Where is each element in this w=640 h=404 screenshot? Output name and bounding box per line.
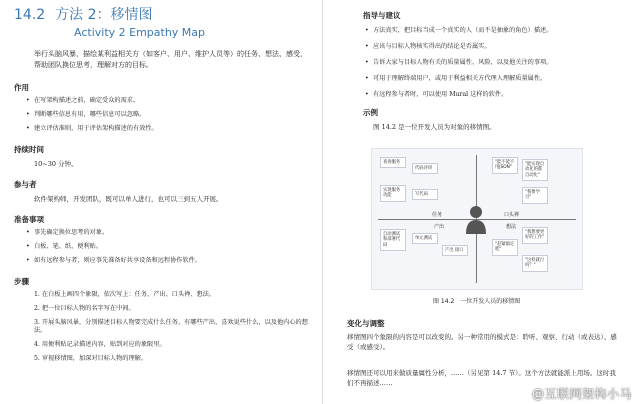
changes-heading: 变化与调整 [347, 319, 385, 328]
figure-caption: 图 14.2 一位开发人员的移情图 [433, 298, 521, 305]
sticky-note: 代码评审 [412, 163, 438, 174]
section-title-row [14, 4, 308, 24]
section-title: 方法 2：移情图 [55, 7, 153, 23]
list-item: • 白板、笔、纸、便利贴。 [34, 243, 308, 251]
sticky-note: 实现服务功能 [380, 185, 406, 202]
developer-person-icon [464, 204, 488, 234]
list-item: • 判断哪些信息有用，哪些信息可以忽略。 [34, 111, 308, 119]
list-item: 5. 审视移情图，加深对目标人物的理解。 [34, 355, 148, 362]
quadrant-task-label: 任务 [432, 212, 443, 218]
quadrant-thoughts-label: 想法 [506, 224, 517, 230]
sticky-note: 写代码 [412, 189, 438, 200]
list-item: • 如有远程参与者，则应事先准备好共享设备和远程协作软件。 [34, 257, 308, 265]
sticky-note: "能不能不用JSON" [492, 157, 518, 174]
list-item: • 可用于理解终端用户，或用于利益相关方代理人理解质量属性。 [373, 75, 630, 83]
guidance-list [347, 27, 630, 99]
sticky-note: "能实现自动化的都自动化" [522, 159, 548, 181]
prep-list [14, 229, 308, 265]
participants-heading: 参与者 [14, 180, 37, 189]
empathy-map-figure [371, 148, 583, 290]
intro-paragraph: 举行头脑风暴，描绘某利益相关方（如客户、用户、维护人员等）的任务、想法、感受，帮助团队换位思考，理解对方的目标。 [34, 50, 307, 69]
sticky-note: "我要学习" [522, 187, 548, 204]
example-heading: 示例 [363, 108, 378, 117]
quadrant-catchphrase-label: 口头禅 [504, 212, 520, 218]
guidance-heading: 指导与建议 [363, 11, 401, 20]
quadrant-output-label: 产出 [434, 224, 445, 230]
section-number: 14.2 [14, 7, 46, 23]
sticky-note: 查询服务 [380, 157, 406, 168]
steps-heading: 步骤 [14, 277, 29, 286]
section-subtitle: Activity 2 Empathy Map [74, 26, 206, 39]
purpose-list [14, 97, 308, 133]
changes-paragraph: 移情图四个象限的内容是可以改变的。另一种常用的模式是：聆听、观察、行动（或表达）、感受（或感受）。 [347, 333, 617, 351]
sticky-note: "我想要更好的工作" [522, 227, 548, 244]
list-item: • 事先确定换位思考的对象。 [34, 229, 308, 237]
list-item: 3. 开展头脑风暴，分别描述目标人物要完成什么任务、有哪些产出、喜欢说些什么，以及他内心的想法。 [34, 319, 308, 334]
watermark: @互联网架构小马 [531, 387, 632, 401]
list-item: • 方法真实，把目标当成一个真实的人（而不是抽象的角色）描述。 [373, 27, 630, 35]
sticky-note: 单元测试 [412, 233, 438, 244]
list-item: • 建立评估准则，用于评估架构描述的有效性。 [34, 125, 308, 133]
list-item: 4. 用便利贴记录描述内容，贴到对应的象限里。 [34, 341, 166, 348]
prep-heading: 准备事项 [14, 215, 44, 224]
duration-text: 10~30 分钟。 [34, 160, 78, 168]
list-item: • 应该与目标人物核实得出的结论是否属实。 [373, 43, 630, 51]
duration-heading: 持续时间 [14, 145, 44, 154]
example-text: 图 14.2 是一位开发人员为对象的移情图。 [373, 123, 496, 131]
right-page [322, 0, 640, 404]
changes-paragraph-2: 移情图还可以用来做质量属性分析，……（另见第 14.7 节）。这个方法就能派上用场。这时我们不再描述…… [347, 369, 616, 387]
purpose-heading: 作用 [14, 83, 29, 92]
list-item: 2. 把一位目标人物的名字写在中间。 [34, 305, 135, 312]
participants-text: 软件架构师，开发团队，既可以单人进行，也可以三到五人开展。 [34, 195, 223, 203]
sticky-note: "赶紧搞定吧" [492, 239, 518, 256]
sticky-note: 自动测试和部署代码 [380, 229, 406, 251]
sticky-note: "这样就行吗？" [522, 255, 548, 272]
list-item: • 在写架构描述之前，确定受众的需求。 [34, 97, 308, 105]
list-item: 1. 在白板上画四个象限，依次写上：任务、产出、口头禅、想法。 [34, 291, 216, 298]
list-item: • 有远程参与者时，可以使用 Mural 这样的软件。 [373, 91, 630, 99]
steps-list [14, 291, 308, 363]
sticky-note: 产出 接口 [442, 245, 468, 256]
list-item: • 告诉大家与目标人物有关的质量属性、风险，以及他关注的事项。 [373, 59, 630, 67]
